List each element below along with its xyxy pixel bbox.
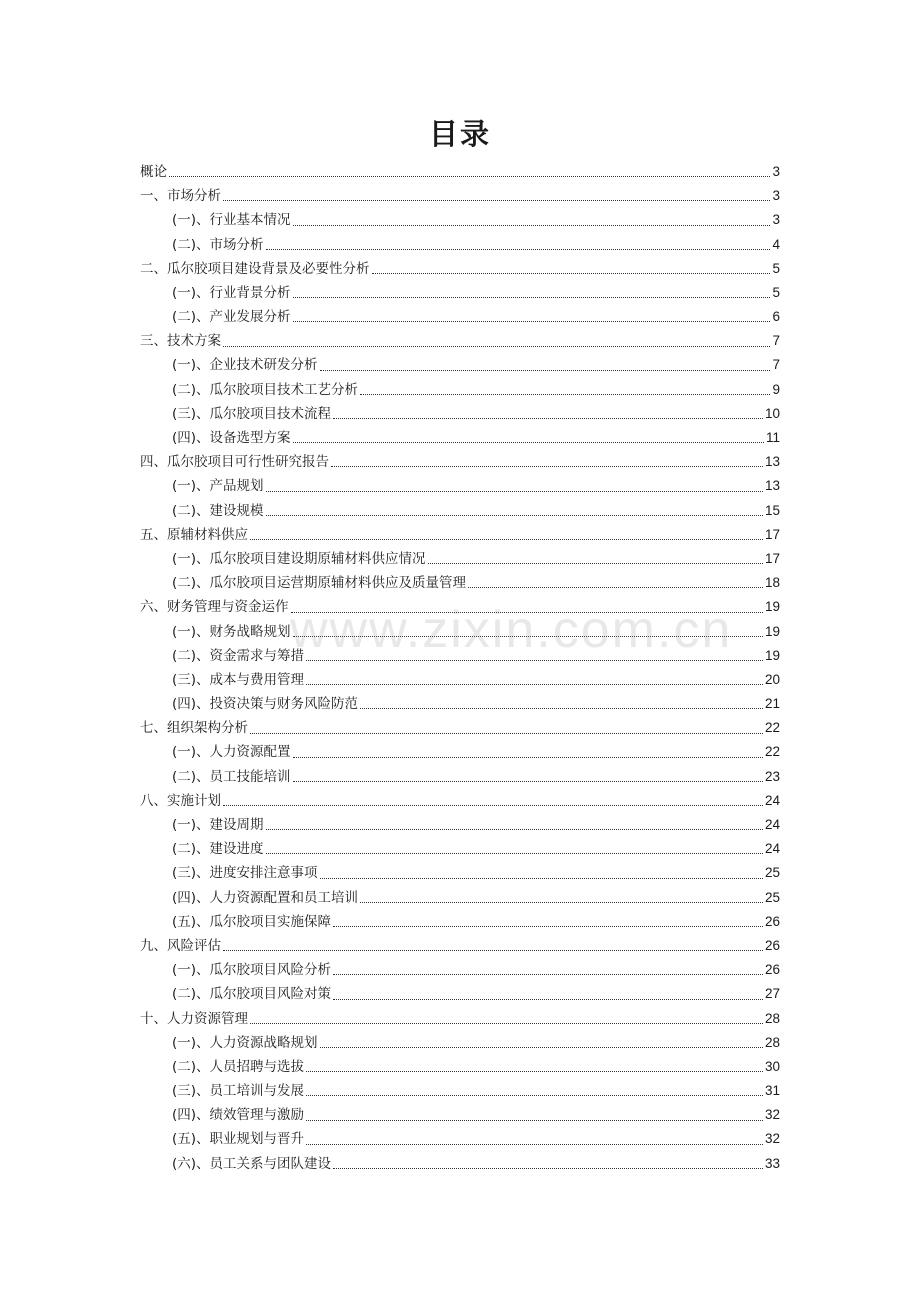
toc-entry-page-number: 5 xyxy=(772,260,780,276)
dot-leader xyxy=(372,273,771,274)
toc-entry-page-number: 22 xyxy=(764,720,780,736)
toc-subsection-entry[interactable] xyxy=(140,1055,780,1079)
toc-subsection-entry[interactable] xyxy=(140,547,780,571)
toc-entry-label: (三)、瓜尔胶项目技术流程 xyxy=(172,405,332,422)
toc-entry-page-number: 27 xyxy=(764,986,780,1002)
dot-leader xyxy=(333,974,763,975)
toc-entry-label: (一)、产品规划 xyxy=(172,478,264,495)
dot-leader xyxy=(169,176,770,177)
toc-entry-page-number: 21 xyxy=(764,696,780,712)
toc-entry-page-number: 18 xyxy=(764,575,780,591)
toc-subsection-entry[interactable] xyxy=(140,571,780,595)
toc-entry-label: (一)、行业背景分析 xyxy=(172,284,291,301)
toc-subsection-entry[interactable] xyxy=(140,813,780,837)
toc-entry-page-number: 10 xyxy=(764,405,780,421)
toc-entry-page-number: 7 xyxy=(772,357,780,373)
watermark: www.zixin.com.cn xyxy=(290,601,733,659)
toc-entry-label: 八、实施计划 xyxy=(140,792,221,809)
toc-entry-page-number: 33 xyxy=(764,1155,780,1171)
toc-entry-page-number: 13 xyxy=(764,478,780,494)
toc-subsection-entry[interactable] xyxy=(140,668,780,692)
dot-leader xyxy=(306,660,763,661)
toc-subsection-entry[interactable] xyxy=(140,982,780,1006)
dot-leader xyxy=(333,926,763,927)
toc-subsection-entry[interactable] xyxy=(140,1152,780,1176)
dot-leader xyxy=(293,297,771,298)
toc-subsection-entry[interactable] xyxy=(140,741,780,765)
dot-leader xyxy=(293,321,771,322)
toc-entry-page-number: 25 xyxy=(764,865,780,881)
dot-leader xyxy=(306,684,763,685)
toc-entry-page-number: 26 xyxy=(764,913,780,929)
dot-leader xyxy=(250,1023,763,1024)
toc-entry-label: (二)、人员招聘与选拔 xyxy=(172,1058,305,1075)
toc-subsection-entry[interactable] xyxy=(140,233,780,257)
toc-section-entry[interactable] xyxy=(140,257,780,281)
toc-entry-page-number: 20 xyxy=(764,671,780,687)
dot-leader xyxy=(266,515,763,516)
dot-leader xyxy=(306,1120,763,1121)
toc-entry-label: (一)、建设周期 xyxy=(172,817,264,834)
toc-entry-page-number: 13 xyxy=(764,454,780,470)
dot-leader xyxy=(266,249,771,250)
toc-entry-label: (三)、进度安排注意事项 xyxy=(172,865,318,882)
toc-entry-page-number: 28 xyxy=(764,1010,780,1026)
toc-entry-page-number: 24 xyxy=(764,792,780,808)
toc-entry-page-number: 17 xyxy=(764,550,780,566)
toc-entry-page-number: 22 xyxy=(764,744,780,760)
toc-entry-label: (二)、建设进度 xyxy=(172,841,264,858)
toc-entry-label: (四)、设备选型方案 xyxy=(172,430,291,447)
dot-leader xyxy=(250,539,763,540)
dot-leader xyxy=(293,442,764,443)
dot-leader xyxy=(333,418,763,419)
toc-entry-page-number: 9 xyxy=(772,381,780,397)
toc-entry-page-number: 5 xyxy=(772,284,780,300)
toc-entry-page-number: 15 xyxy=(764,502,780,518)
toc-entry-page-number: 19 xyxy=(764,647,780,663)
toc-entry-label: (一)、行业基本情况 xyxy=(172,212,291,229)
dot-leader xyxy=(360,394,770,395)
toc-entry-page-number: 30 xyxy=(764,1058,780,1074)
dot-leader xyxy=(333,1168,763,1169)
table-of-contents xyxy=(140,160,780,1176)
toc-section-entry[interactable] xyxy=(140,789,780,813)
toc-entry-page-number: 3 xyxy=(772,188,780,204)
toc-entry-label: (五)、职业规划与晋升 xyxy=(172,1131,305,1148)
toc-entry-label: 六、财务管理与资金运作 xyxy=(140,599,289,616)
toc-subsection-entry[interactable] xyxy=(140,886,780,910)
toc-entry-label: 九、风险评估 xyxy=(140,937,221,954)
toc-subsection-entry[interactable] xyxy=(140,1128,780,1152)
dot-leader xyxy=(293,781,763,782)
toc-subsection-entry[interactable] xyxy=(140,402,780,426)
toc-subsection-entry[interactable] xyxy=(140,765,780,789)
dot-leader xyxy=(293,636,763,637)
toc-subsection-entry[interactable] xyxy=(140,861,780,885)
toc-entry-label: (二)、瓜尔胶项目运营期原辅材料供应及质量管理 xyxy=(172,575,467,592)
toc-entry-label: (二)、市场分析 xyxy=(172,236,264,253)
toc-entry-page-number: 32 xyxy=(764,1131,780,1147)
toc-subsection-entry[interactable] xyxy=(140,644,780,668)
toc-section-entry[interactable] xyxy=(140,1007,780,1031)
toc-entry-label: (六)、员工关系与团队建设 xyxy=(172,1155,332,1172)
toc-entry-page-number: 7 xyxy=(772,333,780,349)
toc-entry-page-number: 32 xyxy=(764,1107,780,1123)
toc-entry-label: (二)、员工技能培训 xyxy=(172,768,291,785)
toc-entry-page-number: 28 xyxy=(764,1034,780,1050)
toc-subsection-entry[interactable] xyxy=(140,305,780,329)
dot-leader xyxy=(223,346,770,347)
toc-entry-page-number: 24 xyxy=(764,817,780,833)
dot-leader xyxy=(293,225,771,226)
toc-entry-page-number: 24 xyxy=(764,841,780,857)
toc-subsection-entry[interactable] xyxy=(140,692,780,716)
toc-entry-label: 五、原辅材料供应 xyxy=(140,526,248,543)
toc-entry-page-number: 23 xyxy=(764,768,780,784)
toc-section-entry[interactable] xyxy=(140,450,780,474)
toc-subsection-entry[interactable] xyxy=(140,426,780,450)
toc-entry-page-number: 19 xyxy=(764,623,780,639)
toc-entry-label: 概论 xyxy=(140,163,167,180)
toc-entry-page-number: 3 xyxy=(772,212,780,228)
toc-entry-label: (四)、人力资源配置和员工培训 xyxy=(172,889,359,906)
toc-section-entry[interactable] xyxy=(140,595,780,619)
toc-entry-page-number: 11 xyxy=(765,430,780,446)
dot-leader xyxy=(320,1047,763,1048)
toc-entry-label: 二、瓜尔胶项目建设背景及必要性分析 xyxy=(140,260,370,277)
toc-entry-page-number: 26 xyxy=(764,962,780,978)
dot-leader xyxy=(293,757,763,758)
toc-subsection-entry[interactable] xyxy=(140,1079,780,1103)
toc-subsection-entry[interactable] xyxy=(140,910,780,934)
toc-entry-page-number: 4 xyxy=(772,236,780,252)
toc-entry-page-number: 6 xyxy=(772,309,780,325)
toc-subsection-entry[interactable] xyxy=(140,1031,780,1055)
dot-leader xyxy=(360,708,763,709)
page-title: 目录 xyxy=(428,117,491,151)
toc-entry-label: (一)、人力资源战略规划 xyxy=(172,1034,318,1051)
toc-section-entry[interactable] xyxy=(140,184,780,208)
dot-leader xyxy=(250,733,763,734)
toc-entry-label: (二)、瓜尔胶项目技术工艺分析 xyxy=(172,381,359,398)
toc-subsection-entry[interactable] xyxy=(140,208,780,232)
toc-entry-label: (三)、成本与费用管理 xyxy=(172,671,305,688)
dot-leader xyxy=(468,587,763,588)
toc-entry-page-number: 31 xyxy=(764,1083,780,1099)
toc-subsection-entry[interactable] xyxy=(140,1103,780,1127)
toc-entry-label: (四)、投资决策与财务风险防范 xyxy=(172,696,359,713)
toc-subsection-entry[interactable] xyxy=(140,499,780,523)
toc-entry-page-number: 19 xyxy=(764,599,780,615)
toc-section-entry[interactable] xyxy=(140,523,780,547)
toc-entry-label: 四、瓜尔胶项目可行性研究报告 xyxy=(140,454,329,471)
toc-entry-label: (二)、产业发展分析 xyxy=(172,309,291,326)
toc-entry-label: (二)、资金需求与筹措 xyxy=(172,647,305,664)
toc-entry-label: (二)、建设规模 xyxy=(172,502,264,519)
toc-subsection-entry[interactable] xyxy=(140,620,780,644)
toc-entry-label: (三)、员工培训与发展 xyxy=(172,1083,305,1100)
toc-entry-label: (一)、瓜尔胶项目风险分析 xyxy=(172,962,332,979)
dot-leader xyxy=(291,612,763,613)
dot-leader xyxy=(223,805,763,806)
dot-leader xyxy=(223,950,763,951)
toc-subsection-entry[interactable] xyxy=(140,378,780,402)
dot-leader xyxy=(331,466,763,467)
toc-section-entry[interactable] xyxy=(140,160,780,184)
dot-leader xyxy=(360,902,763,903)
toc-section-entry[interactable] xyxy=(140,934,780,958)
dot-leader xyxy=(320,878,763,879)
dot-leader xyxy=(306,1095,763,1096)
toc-entry-label: 十、人力资源管理 xyxy=(140,1010,248,1027)
toc-subsection-entry[interactable] xyxy=(140,958,780,982)
dot-leader xyxy=(266,829,763,830)
toc-entry-page-number: 3 xyxy=(772,163,780,179)
dot-leader xyxy=(428,563,763,564)
toc-entry-label: (一)、企业技术研发分析 xyxy=(172,357,318,374)
toc-entry-label: (一)、财务战略规划 xyxy=(172,623,291,640)
dot-leader xyxy=(266,491,763,492)
toc-entry-label: (二)、瓜尔胶项目风险对策 xyxy=(172,986,332,1003)
toc-subsection-entry[interactable] xyxy=(140,474,780,498)
toc-subsection-entry[interactable] xyxy=(140,354,780,378)
toc-subsection-entry[interactable] xyxy=(140,281,780,305)
toc-entry-label: (四)、绩效管理与激励 xyxy=(172,1107,305,1124)
toc-entry-label: 三、技术方案 xyxy=(140,333,221,350)
toc-entry-page-number: 25 xyxy=(764,889,780,905)
dot-leader xyxy=(333,999,763,1000)
toc-entry-page-number: 17 xyxy=(764,526,780,542)
toc-entry-label: (一)、瓜尔胶项目建设期原辅材料供应情况 xyxy=(172,550,426,567)
toc-section-entry[interactable] xyxy=(140,716,780,740)
toc-section-entry[interactable] xyxy=(140,329,780,353)
dot-leader xyxy=(306,1144,763,1145)
dot-leader xyxy=(223,200,770,201)
toc-entry-page-number: 26 xyxy=(764,937,780,953)
dot-leader xyxy=(306,1071,763,1072)
toc-entry-label: 七、组织架构分析 xyxy=(140,720,248,737)
toc-entry-label: 一、市场分析 xyxy=(140,188,221,205)
toc-entry-label: (一)、人力资源配置 xyxy=(172,744,291,761)
dot-leader xyxy=(266,853,763,854)
toc-subsection-entry[interactable] xyxy=(140,837,780,861)
dot-leader xyxy=(320,370,771,371)
toc-entry-label: (五)、瓜尔胶项目实施保障 xyxy=(172,913,332,930)
